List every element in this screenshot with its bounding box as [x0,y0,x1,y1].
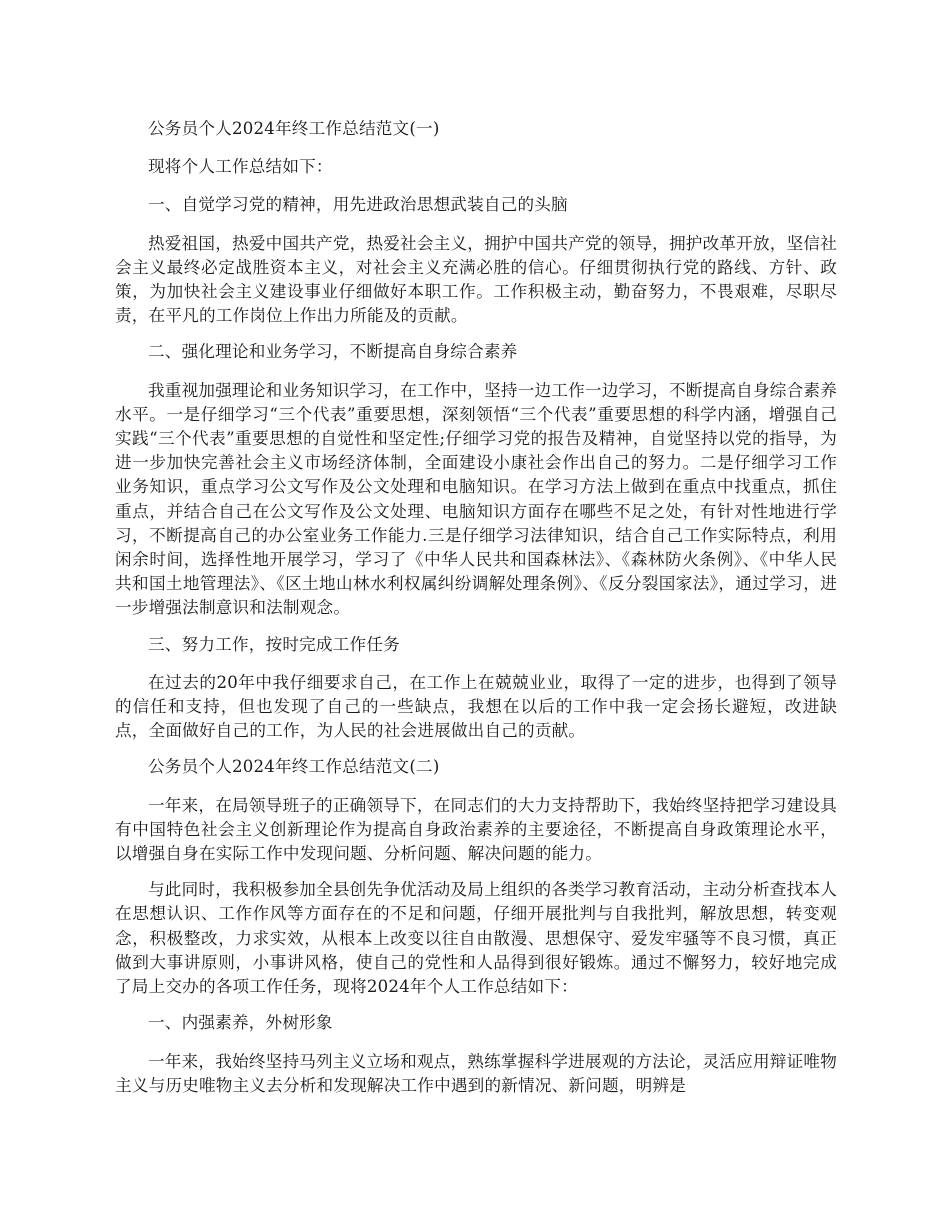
section-title: 公务员个人2024年终工作总结范文(一) [148,119,440,138]
paragraph: 热爱祖国，热爱中国共产党，热爱社会主义，拥护中国共产党的领导，拥护改革开放，坚信社会主义最终必定战胜资本主义，对社会主义充满必胜的信心。仔细贯彻执行党的路线、方针、政策，为加快社会主义建设事业仔细做好本职工作。工作积极主动，勤奋努力，不畏艰难，尽职尽责，在平凡的工作岗位上作出力所能及的贡献。 [115,233,837,326]
paragraph: 与此同时，我积极参加全县创先争优活动及局上组织的各类学习教育活动，主动分析查找本人在思想认识、工作作风等方面存在的不足和问题，仔细开展批判与自我批判，解放思想，转变观念，积极整改，力求实效，从根本上改变以往自由散漫、思想保守、爱发牢骚等不良习惯，真正做到大事讲原则，小事讲风格，使自己的党性和人品得到很好锻炼。通过不懈努力，较好地完成了局上交办的各项工作任务，现将2024年个人工作总结如下： [115,880,837,997]
section-title: 公务员个人2024年终工作总结范文(二) [148,757,440,777]
intro-line: 现将个人工作总结如下： [148,157,333,177]
paragraph: 一年来，在局领导班子的正确领导下，在同志们的大力支持帮助下，我始终坚持把学习建设具有中国特色社会主义创新理论作为提高自身政治素养的主要途径，不断提高自身政策理论水平，以增强自身在实际工作中发现问题、分析问题、解决问题的能力。 [115,795,837,864]
paragraph: 一年来，我始终坚持马列主义立场和观点，熟练掌握科学进展观的方法论，灵活应用辩证唯物主义与历史唯物主义去分析和发现解决工作中遇到的新情况、新问题，明辨是 [115,1051,837,1095]
document-page [115,117,837,1110]
heading-1: 一、内强素养，外树形象 [148,1013,333,1033]
paragraph: 我重视加强理论和业务知识学习，在工作中，坚持一边工作一边学习，不断提高自身综合素养水平。一是仔细学习“三个代表”重要思想，深刻领悟“三个代表”重要思想的科学内涵，增强自己实践“三个代表”重要思想的自觉性和坚定性;仔细学习党的报告及精神，自觉坚持以党的指导，为进一步加快完善社会主义市场经济体制，全面建设小康社会作出自己的努力。二是仔细学习工作业务知识，重点学习公文写作及公文处理和电脑知识。在学习方法上做到在重点中找重点，抓住重点，并结合自己在公文写作及公文处理、电脑知识方面存在哪些不足之处，有针对性地进行学习，不断提高自己的办公室业务工作能力.三是仔细学习法律知识，结合自己工作实际特点，利用闲余时间，选择性地开展学习，学习了《中华人民共和国森林法》、《森林防火条例》、《中华人民共和国土地管理法》、《区土地山林水利权属纠纷调解处理条例》、《反分裂国家法》，通过学习，进一步增强法制意识和法制观念。 [115,380,837,618]
heading-3: 三、努力工作，按时完成工作任务 [148,634,400,654]
heading-2: 二、强化理论和业务学习，不断提高自身综合素养 [148,342,518,362]
heading-1: 一、自觉学习党的精神，用先进政治思想武装自己的头脑 [148,195,568,215]
paragraph: 在过去的20年中我仔细要求自己，在工作上在兢兢业业，取得了一定的进步，也得到了领导的信任和支持，但也发现了自己的一些缺点，我想在以后的工作中我一定会扬长避短，改进缺点，全面做好自己的工作，为人民的社会进展做出自己的贡献。 [115,672,837,741]
